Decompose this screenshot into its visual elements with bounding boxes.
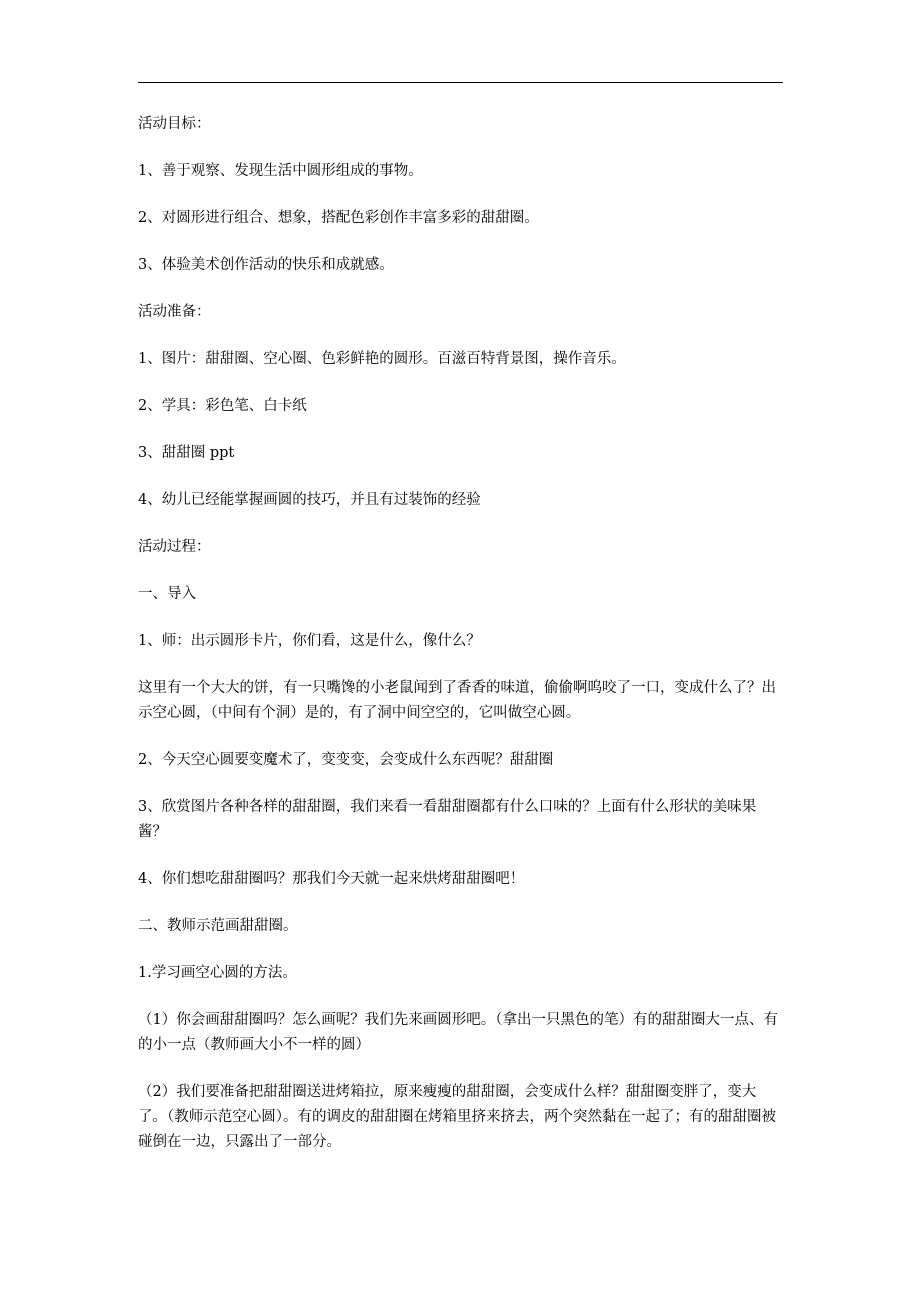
process-step-1: 1、师：出示圆形卡片，你们看，这是什么，像什么？ xyxy=(138,633,481,649)
demo-step-1-part-2: （2）我们要准备把甜甜圈送进烤箱拉，原来瘦瘦的甜甜圈，会变成什么样？甜甜圈变胖了，变大了。（教师示范空心圆）。有的调皮的甜甜圈在烤箱里挤来挤去，两个突然黏在一起了；有的甜甜圈被碰倒在一边，只露出了一部分。 xyxy=(138,1084,776,1150)
demo-step-1-part-1: （1）你会画甜甜圈吗？怎么画呢？我们先来画圆形吧。（拿出一只黑色的笔）有的甜甜圈大一点、有的小一点（教师画大小不一样的圆） xyxy=(138,1012,778,1053)
preparation-item-3: 3、甜甜圈 ppt xyxy=(138,445,235,461)
preparation-item-2: 2、学具：彩色笔、白卡纸 xyxy=(138,398,307,414)
goal-item-2: 2、对圆形进行组合、想象，搭配色彩创作丰富多彩的甜甜圈。 xyxy=(138,210,539,226)
preparation-item-4: 4、幼儿已经能掌握画圆的技巧，并且有过装饰的经验 xyxy=(138,492,481,508)
goal-item-1: 1、善于观察、发现生活中圆形组成的事物。 xyxy=(138,163,423,179)
subsection-heading-intro: 一、导入 xyxy=(138,586,196,602)
process-step-4: 4、你们想吃甜甜圈吗？那我们今天就一起来烘烤甜甜圈吧！ xyxy=(138,871,525,887)
section-heading-preparation: 活动准备： xyxy=(138,304,211,320)
section-heading-goals: 活动目标： xyxy=(138,116,211,132)
demo-step-1: 1.学习画空心圆的方法。 xyxy=(138,965,297,981)
preparation-item-1: 1、图片：甜甜圈、空心圈、色彩鲜艳的圆形。百滋百特背景图，操作音乐。 xyxy=(138,351,626,367)
goal-item-3: 3、体验美术创作活动的快乐和成就感。 xyxy=(138,257,394,273)
subsection-heading-demo: 二、教师示范画甜甜圈。 xyxy=(138,918,298,934)
process-step-3: 3、欣赏图片各种各样的甜甜圈，我们来看一看甜甜圈都有什么口味的？上面有什么形状的美味果酱？ xyxy=(138,799,757,840)
document-body xyxy=(138,112,784,1177)
header-rule xyxy=(138,82,783,83)
process-step-1-detail: 这里有一个大大的饼，有一只嘴馋的小老鼠闻到了香香的味道，偷偷啊呜咬了一口，变成什么了？出示空心圆，（中间有个洞）是的，有了洞中间空空的，它叫做空心圆。 xyxy=(138,680,776,721)
process-step-2: 2、今天空心圆要变魔术了，变变变，会变成什么东西呢？甜甜圈 xyxy=(138,752,554,768)
section-heading-process: 活动过程： xyxy=(138,539,211,555)
